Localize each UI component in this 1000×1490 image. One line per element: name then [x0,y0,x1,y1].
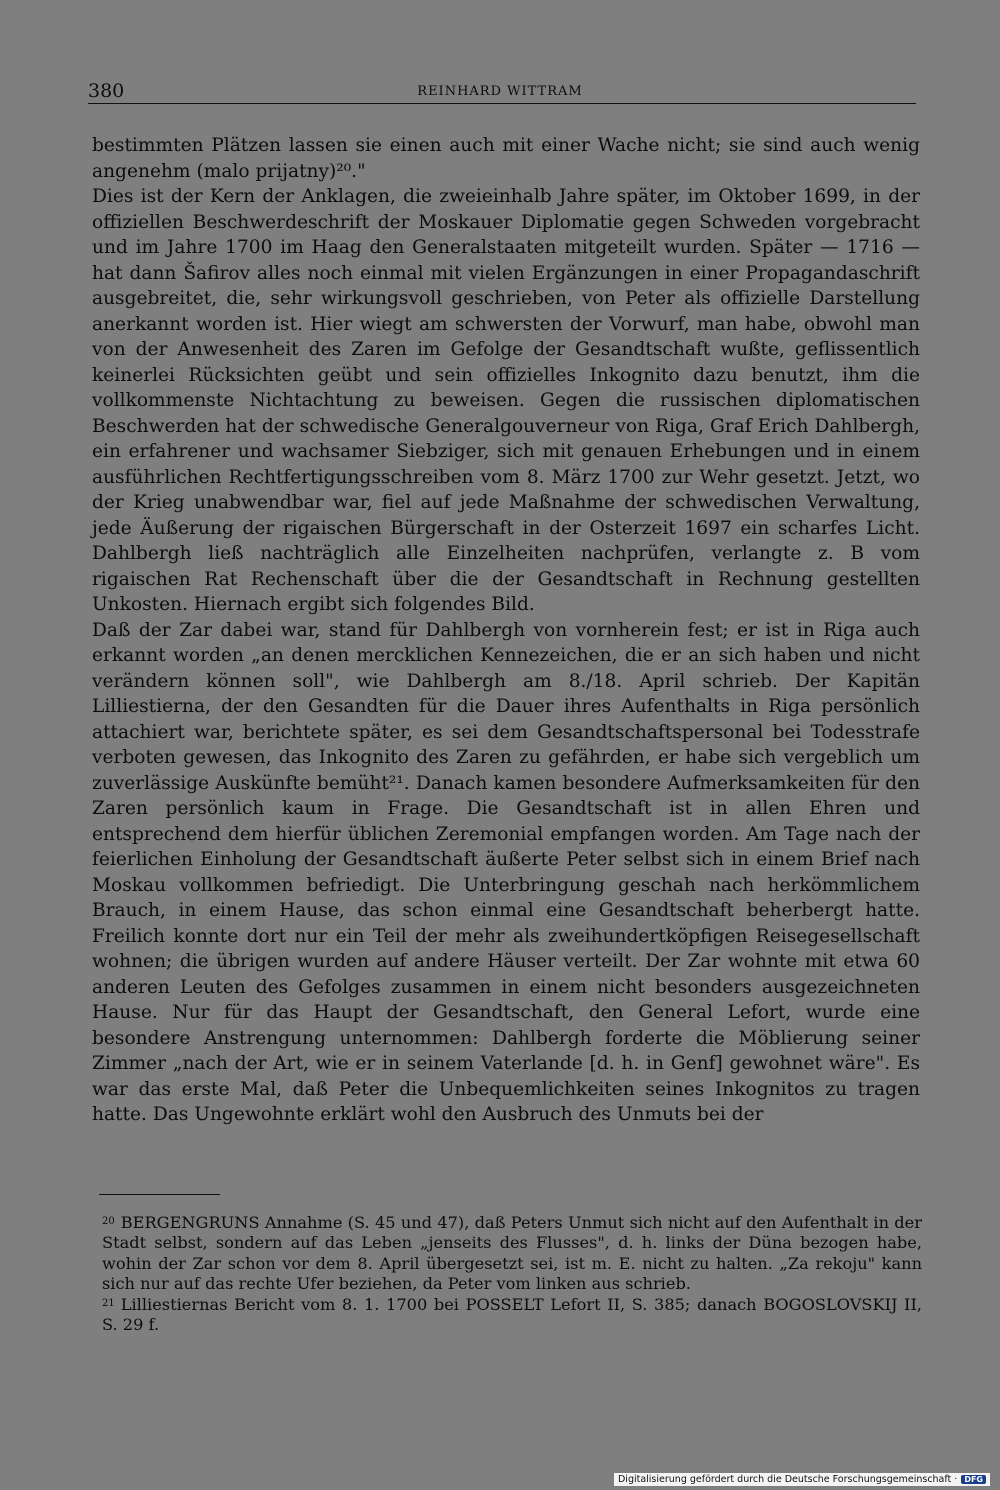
footnote-mark: 20 [102,1216,115,1227]
footnote [102,1294,922,1336]
footnote-text: Lilliestiernas Bericht vom 8. 1. 1700 bei POSSELT Lefort II, S. 385; danach BOGOSLOVSKIJ II, S. 29 f. [102,1295,922,1335]
paragraph: Dies ist der Kern der Anklagen, die zweieinhalb Jahre später, im Oktober 1699, in der offiziellen Beschwerdeschrift der Moskauer Diplomatie gegen Schweden vorgebracht und im Jahre 1700 im Haag den Generalstaaten mitgeteilt wurden. Später — 1716 — hat dann Šafirov alles noch einmal mit vielen Ergänzungen in einer Propagandaschrift ausgebreitet, die, sehr wirkungsvoll geschrieben, von Peter als offizielle Darstellung anerkannt worden ist. Hier wiegt am schwersten der Vorwurf, man habe, obwohl man von der Anwesenheit des Zaren im Gefolge der Gesandtschaft wußte, geflissentlich keinerlei Rücksichten geübt und sein offizielles Inkognito dazu benutzt, ihm die vollkommenste Nichtachtung zu beweisen. Gegen die russischen diplomatischen Beschwerden hat der schwedische Generalgouverneur von Riga, Graf Erich Dahlbergh, ein erfahrener und wachsamer Siebziger, sich mit genauen Erhebungen und in einem ausführlichen Rechtfertigungsschreiben vom 8. März 1700 zur Wehr gesetzt. Jetzt, wo der Krieg unabwendbar war, fiel auf jede Maßnahme der schwedischen Verwaltung, jede Äußerung der rigaischen Bürgerschaft in der Osterzeit 1697 ein scharfes Licht. Dahlbergh ließ nachträglich alle Einzelheiten nachprüfen, verlangte z. B vom rigaischen Rat Rechenschaft über die der Gesandtschaft in Rechnung gestellten Unkosten. Hiernach ergibt sich folgendes Bild. [92,186,920,615]
footnote-rule [99,1194,220,1195]
footnotes [102,1212,922,1336]
paragraph: bestimmten Plätzen lassen sie einen auch mit einer Wache nicht; sie sind auch wenig angenehm (malo prijatny)²⁰." [92,135,920,182]
dfg-logo-icon: DFG [961,1475,986,1484]
footnote [102,1212,922,1294]
header-rule [88,103,916,104]
footnote-mark: 21 [102,1298,115,1310]
credit-text: Digitalisierung gefördert durch die Deutsche Forschungsgemeinschaft · [617,1474,958,1485]
digitization-credit [614,1473,990,1486]
page-number: 380 [88,80,125,102]
footnote-text: BERGENGRUNS Annahme (S. 45 und 47), daß Peters Unmut sich nicht auf den Aufenthalt in der Stadt selbst, sondern auf das Leben „jenseits des Flusses", d. h. links der Düna bezogen habe, wohin der Zar schon vor dem 8. April übergesetzt sei, ist m. E. nicht zu halten. „Za rekoju" kann sich nur auf das rechte Ufer beziehen, da Peter vom linken aus schrieb. [102,1213,922,1293]
paragraph: Daß der Zar dabei war, stand für Dahlbergh von vornherein fest; er ist in Riga auch erkannt worden „an denen mercklichen Kennezeichen, die er an sich haben und nicht verändern können soll", wie Dahlbergh am 8./18. April schrieb. Der Kapitän Lilliestierna, der den Gesandten für die Dauer ihres Aufenthalts in Riga persönlich attachiert war, berichtete später, es sei dem Gesandtschaftspersonal bei Todesstrafe verboten gewesen, das Inkognito des Zaren zu gefährden, er habe sich vergeblich um zuverlässige Auskünfte bemüht²¹. Danach kamen besondere Aufmerksamkeiten für den Zaren persönlich kaum in Frage. Die Gesandtschaft ist in allen Ehren und entsprechend dem hierfür üblichen Zeremonial empfangen worden. Am Tage nach der feierlichen Einholung der Gesandtschaft äußerte Peter selbst sich in einem Brief nach Moskau vollkommen befriedigt. Die Unterbringung geschah nach herkömmlichem Brauch, in einem Hause, das schon einmal eine Gesandtschaft beherbergt hatte. Freilich konnte dort nur ein Teil der mehr als zweihundertköpfigen Reisegesellschaft wohnen; die übrigen wurden auf andere Häuser verteilt. Der Zar wohnte mit etwa 60 anderen Leuten des Gefolges zusammen in einem nicht besonders ausgezeichneten Hause. Nur für das Haupt der Gesandtschaft, den General Lefort, wurde eine besondere Anstrengung unternommen: Dahlbergh forderte die Möblierung seiner Zimmer „nach der Art, wie er in seinem Vaterlande [d. h. in Genf] gewohnet wäre". Es war das erste Mal, daß Peter die Unbequemlichkeiten seines Inkognitos zu tragen hatte. Das Ungewohnte erklärt wohl den Ausbruch des Unmuts bei der [92,619,920,1125]
body-text [92,133,920,1128]
running-head: REINHARD WITTRAM [417,84,583,99]
